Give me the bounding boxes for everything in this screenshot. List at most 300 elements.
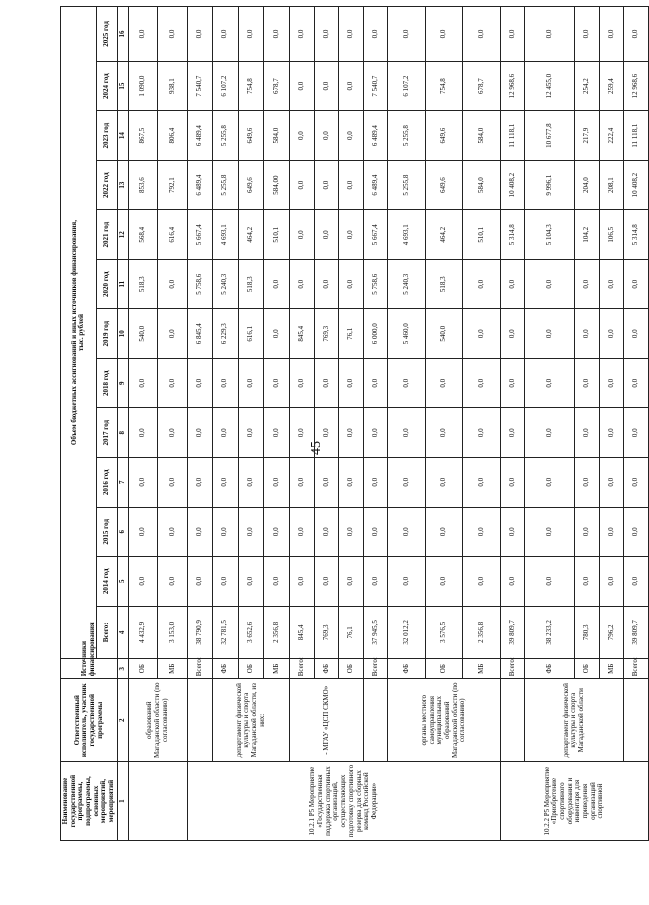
- year-header: 2014 год: [96, 557, 117, 607]
- year-value-cell: 0,0: [525, 557, 575, 607]
- header-row-1: [61, 7, 97, 841]
- table-row: [212, 7, 238, 841]
- index-cell: 7: [117, 458, 128, 508]
- year-value-cell: 0,0: [212, 358, 238, 408]
- year-value-cell: 0,0: [363, 7, 388, 62]
- year-value-cell: 0,0: [339, 7, 364, 62]
- year-value-cell: 0,0: [314, 160, 339, 210]
- year-value-cell: 649,6: [425, 160, 463, 210]
- year-value-cell: 464,2: [238, 210, 264, 260]
- year-value-cell: 0,0: [158, 309, 188, 359]
- index-cell: 9: [117, 358, 128, 408]
- year-value-cell: 6 000,0: [363, 309, 388, 359]
- year-value-cell: 0,0: [212, 507, 238, 557]
- year-value-cell: 10 408,2: [624, 160, 649, 210]
- table-row: [188, 7, 213, 841]
- year-value-cell: 10 677,8: [525, 111, 575, 161]
- year-value-cell: 0,0: [425, 507, 463, 557]
- year-value-cell: 10 408,2: [500, 160, 525, 210]
- total-header: Всего:: [96, 606, 117, 659]
- executor-cell: [500, 679, 525, 762]
- total-value-cell: 796,2: [599, 606, 624, 659]
- year-value-cell: 867,5: [128, 111, 158, 161]
- table-row: [290, 7, 315, 841]
- year-value-cell: 0,0: [314, 507, 339, 557]
- year-value-cell: 0,0: [314, 111, 339, 161]
- year-value-cell: 0,0: [314, 61, 339, 111]
- source-cell: МБ: [599, 659, 624, 679]
- year-value-cell: 0,0: [314, 259, 339, 309]
- year-value-cell: 0,0: [290, 259, 315, 309]
- fund-unit: тыс. рублей: [77, 313, 86, 352]
- year-value-cell: 0,0: [339, 160, 364, 210]
- total-value-cell: 4 432,9: [128, 606, 158, 659]
- year-value-cell: 0,0: [575, 7, 600, 62]
- year-value-cell: 0,0: [290, 358, 315, 408]
- year-value-cell: 0,0: [212, 7, 238, 62]
- year-value-cell: 5 758,6: [188, 259, 213, 309]
- year-value-cell: 0,0: [314, 358, 339, 408]
- year-value-cell: 208,1: [599, 160, 624, 210]
- year-value-cell: 0,0: [575, 557, 600, 607]
- source-cell: ОБ: [339, 659, 364, 679]
- year-value-cell: 0,0: [500, 259, 525, 309]
- year-value-cell: 6 489,4: [188, 160, 213, 210]
- year-value-cell: 584,0: [463, 160, 501, 210]
- year-value-cell: 792,1: [158, 160, 188, 210]
- source-cell: МБ: [158, 659, 188, 679]
- year-value-cell: 806,4: [158, 111, 188, 161]
- col-src-header: Источники финансирования: [61, 659, 118, 679]
- year-value-cell: 5 667,4: [188, 210, 213, 260]
- year-value-cell: 222,4: [599, 111, 624, 161]
- year-value-cell: 7 540,7: [363, 61, 388, 111]
- year-value-cell: 938,1: [158, 61, 188, 111]
- index-cell: 8: [117, 408, 128, 458]
- year-value-cell: 0,0: [188, 458, 213, 508]
- year-value-cell: 754,8: [238, 61, 264, 111]
- year-value-cell: 0,0: [188, 408, 213, 458]
- year-value-cell: 649,6: [238, 111, 264, 161]
- year-value-cell: 0,0: [500, 458, 525, 508]
- year-value-cell: 5 758,6: [363, 259, 388, 309]
- year-value-cell: 0,0: [525, 458, 575, 508]
- year-value-cell: 5 314,8: [624, 210, 649, 260]
- year-value-cell: 568,4: [128, 210, 158, 260]
- year-value-cell: 204,0: [575, 160, 600, 210]
- year-value-cell: 0,0: [363, 408, 388, 458]
- year-value-cell: 6 489,4: [363, 160, 388, 210]
- executor-cell: департамент физической культуры и спорта Магаданской области: [525, 679, 624, 762]
- year-header: 2017 год: [96, 408, 117, 458]
- year-value-cell: 12 968,6: [624, 61, 649, 111]
- source-cell: ФБ: [212, 659, 238, 679]
- year-value-cell: 616,4: [158, 210, 188, 260]
- table-body: [128, 7, 648, 841]
- year-header: 2016 год: [96, 458, 117, 508]
- year-value-cell: 0,0: [624, 458, 649, 508]
- executor-cell: [188, 679, 213, 762]
- year-value-cell: 0,0: [624, 507, 649, 557]
- year-value-cell: 6 229,3: [212, 309, 238, 359]
- year-value-cell: 0,0: [624, 408, 649, 458]
- year-value-cell: 0,0: [599, 309, 624, 359]
- measure-name-cell: 10.2.2 Р5 Мероприятие «Приобретение спортивного оборудования и инвентаря для приведения организаций спортивной: [500, 762, 648, 841]
- year-header: 2023 год: [96, 111, 117, 161]
- year-value-cell: 0,0: [599, 507, 624, 557]
- year-value-cell: 0,0: [624, 309, 649, 359]
- year-value-cell: 518,3: [238, 259, 264, 309]
- year-value-cell: 0,0: [525, 358, 575, 408]
- executor-cell: департамент физической культуры и спорта Магаданской области, из них:: [212, 679, 289, 762]
- source-cell: ОБ: [238, 659, 264, 679]
- index-cell: 2: [117, 679, 128, 762]
- source-cell: Всего:: [500, 659, 525, 679]
- year-value-cell: 769,3: [314, 309, 339, 359]
- year-value-cell: 0,0: [290, 557, 315, 607]
- year-value-cell: 0,0: [425, 557, 463, 607]
- year-value-cell: 584,00: [264, 160, 290, 210]
- year-value-cell: 616,1: [238, 309, 264, 359]
- year-value-cell: 76,1: [339, 309, 364, 359]
- total-value-cell: 38 233,2: [525, 606, 575, 659]
- source-cell: ФБ: [314, 659, 339, 679]
- year-value-cell: 0,0: [264, 259, 290, 309]
- year-value-cell: 510,1: [264, 210, 290, 260]
- index-cell: 16: [117, 7, 128, 62]
- index-cell: 3: [117, 659, 128, 679]
- total-value-cell: 38 790,9: [188, 606, 213, 659]
- year-value-cell: 0,0: [314, 458, 339, 508]
- year-value-cell: 0,0: [463, 7, 501, 62]
- executor-cell: образований Магаданской области (по согласованию): [128, 679, 188, 762]
- total-value-cell: 3 153,0: [158, 606, 188, 659]
- source-cell: Всего:: [363, 659, 388, 679]
- year-value-cell: 0,0: [290, 458, 315, 508]
- total-value-cell: 3 652,6: [238, 606, 264, 659]
- year-value-cell: 5 255,8: [212, 111, 238, 161]
- funding-table: [60, 6, 649, 841]
- year-value-cell: 0,0: [339, 210, 364, 260]
- year-value-cell: 0,0: [158, 557, 188, 607]
- year-value-cell: 0,0: [158, 259, 188, 309]
- year-value-cell: 0,0: [264, 507, 290, 557]
- year-header: 2022 год: [96, 160, 117, 210]
- year-value-cell: 0,0: [500, 507, 525, 557]
- year-value-cell: 0,0: [425, 458, 463, 508]
- year-value-cell: 0,0: [264, 408, 290, 458]
- year-value-cell: 518,3: [425, 259, 463, 309]
- year-value-cell: 584,0: [463, 111, 501, 161]
- total-value-cell: 37 945,5: [363, 606, 388, 659]
- source-cell: Всего:: [290, 659, 315, 679]
- year-value-cell: 0,0: [525, 507, 575, 557]
- col-fund-header: [61, 7, 97, 659]
- year-header: 2021 год: [96, 210, 117, 260]
- source-cell: МБ: [463, 659, 501, 679]
- year-header: 2019 год: [96, 309, 117, 359]
- source-cell: ОБ: [425, 659, 463, 679]
- year-value-cell: 0,0: [188, 7, 213, 62]
- year-value-cell: 540,0: [128, 309, 158, 359]
- year-value-cell: 464,2: [425, 210, 463, 260]
- year-value-cell: 0,0: [238, 557, 264, 607]
- year-value-cell: 0,0: [158, 7, 188, 62]
- year-value-cell: 11 118,1: [624, 111, 649, 161]
- year-value-cell: 0,0: [463, 557, 501, 607]
- year-value-cell: 0,0: [388, 507, 426, 557]
- fund-title: Объем бюджетных ассигнований и иных источников финансирования,: [69, 220, 78, 446]
- year-value-cell: 7 540,7: [188, 61, 213, 111]
- table-row: [363, 7, 388, 841]
- source-cell: ФБ: [388, 659, 426, 679]
- year-value-cell: 0,0: [463, 408, 501, 458]
- year-value-cell: 0,0: [314, 408, 339, 458]
- year-value-cell: 0,0: [212, 557, 238, 607]
- year-value-cell: 0,0: [575, 259, 600, 309]
- index-cell: 1: [117, 762, 128, 841]
- year-value-cell: 0,0: [339, 259, 364, 309]
- year-value-cell: 0,0: [624, 259, 649, 309]
- year-value-cell: 0,0: [463, 358, 501, 408]
- year-value-cell: 0,0: [128, 7, 158, 62]
- index-cell: 5: [117, 557, 128, 607]
- page-number: 45: [309, 441, 324, 455]
- year-value-cell: 0,0: [363, 557, 388, 607]
- year-value-cell: 0,0: [575, 458, 600, 508]
- total-value-cell: 76,1: [339, 606, 364, 659]
- year-value-cell: 0,0: [500, 408, 525, 458]
- year-value-cell: 1 090,0: [128, 61, 158, 111]
- total-value-cell: 845,4: [290, 606, 315, 659]
- year-value-cell: 510,1: [463, 210, 501, 260]
- year-value-cell: 0,0: [624, 7, 649, 62]
- year-value-cell: 0,0: [575, 408, 600, 458]
- year-value-cell: 0,0: [264, 557, 290, 607]
- year-value-cell: 518,3: [128, 259, 158, 309]
- year-value-cell: 0,0: [425, 408, 463, 458]
- source-cell: ОБ: [128, 659, 158, 679]
- year-value-cell: 0,0: [500, 358, 525, 408]
- year-value-cell: 0,0: [388, 7, 426, 62]
- year-value-cell: 0,0: [290, 507, 315, 557]
- table-row: [388, 7, 426, 841]
- year-value-cell: 5 255,8: [388, 160, 426, 210]
- year-value-cell: 104,2: [575, 210, 600, 260]
- source-cell: ОБ: [575, 659, 600, 679]
- year-value-cell: 0,0: [388, 458, 426, 508]
- year-header: 2018 год: [96, 358, 117, 408]
- col-name-header: Наименование государственной программы, подпрограммы, основных мероприятий, мероприятий: [61, 762, 118, 841]
- year-value-cell: 0,0: [388, 557, 426, 607]
- year-value-cell: 0,0: [264, 309, 290, 359]
- year-value-cell: 0,0: [158, 458, 188, 508]
- year-value-cell: 0,0: [264, 358, 290, 408]
- year-header: 2020 год: [96, 259, 117, 309]
- year-value-cell: 0,0: [290, 61, 315, 111]
- year-value-cell: 5 104,3: [525, 210, 575, 260]
- index-cell: 6: [117, 507, 128, 557]
- year-value-cell: 678,7: [463, 61, 501, 111]
- year-value-cell: 0,0: [264, 458, 290, 508]
- year-value-cell: 0,0: [238, 7, 264, 62]
- year-value-cell: 0,0: [128, 458, 158, 508]
- year-value-cell: 254,2: [575, 61, 600, 111]
- year-header: 2024 год: [96, 61, 117, 111]
- year-value-cell: 6 107,2: [388, 61, 426, 111]
- year-value-cell: 0,0: [388, 358, 426, 408]
- source-cell: Всего:: [624, 659, 649, 679]
- year-value-cell: 0,0: [463, 309, 501, 359]
- year-value-cell: 0,0: [500, 557, 525, 607]
- index-cell: 14: [117, 111, 128, 161]
- year-value-cell: 0,0: [425, 358, 463, 408]
- source-cell: Всего:: [188, 659, 213, 679]
- year-value-cell: 0,0: [500, 7, 525, 62]
- year-value-cell: 0,0: [158, 408, 188, 458]
- year-value-cell: 9 996,1: [525, 160, 575, 210]
- year-value-cell: 0,0: [290, 7, 315, 62]
- year-value-cell: 5 240,3: [212, 259, 238, 309]
- executor-cell: - МГАУ «ЦСП СКМО»: [290, 679, 364, 762]
- measure-name-cell: 10.2.1 Р5 Мероприятие «Государственная поддержка спортивных организаций, осуществляющих подготовку спортивного резерва для сборных команд Российской Федерации»: [188, 762, 501, 841]
- total-value-cell: 39 809,7: [500, 606, 525, 659]
- index-cell: 12: [117, 210, 128, 260]
- year-value-cell: 0,0: [339, 358, 364, 408]
- year-value-cell: 0,0: [290, 160, 315, 210]
- year-value-cell: 0,0: [624, 557, 649, 607]
- table-row: [500, 7, 525, 841]
- year-header: 2025 год: [96, 7, 117, 62]
- measure-name-cell: [128, 762, 188, 841]
- year-value-cell: 0,0: [599, 358, 624, 408]
- year-value-cell: 845,4: [290, 309, 315, 359]
- year-value-cell: 0,0: [599, 557, 624, 607]
- year-value-cell: 6 489,4: [363, 111, 388, 161]
- year-value-cell: 0,0: [599, 259, 624, 309]
- year-value-cell: 584,0: [264, 111, 290, 161]
- year-header: 2015 год: [96, 507, 117, 557]
- year-value-cell: 649,6: [425, 111, 463, 161]
- index-cell: 4: [117, 606, 128, 659]
- year-value-cell: 5 255,8: [388, 111, 426, 161]
- index-cell: 10: [117, 309, 128, 359]
- year-value-cell: 0,0: [339, 408, 364, 458]
- year-value-cell: 0,0: [575, 507, 600, 557]
- year-value-cell: 0,0: [128, 358, 158, 408]
- year-value-cell: 0,0: [238, 458, 264, 508]
- year-value-cell: 0,0: [314, 210, 339, 260]
- year-value-cell: 0,0: [599, 408, 624, 458]
- year-value-cell: 5 240,3: [388, 259, 426, 309]
- year-value-cell: 0,0: [599, 458, 624, 508]
- year-value-cell: 0,0: [339, 557, 364, 607]
- year-value-cell: 0,0: [525, 7, 575, 62]
- year-value-cell: 0,0: [238, 507, 264, 557]
- table-row: [128, 7, 158, 841]
- total-value-cell: 3 576,5: [425, 606, 463, 659]
- year-value-cell: 0,0: [128, 507, 158, 557]
- year-value-cell: 0,0: [238, 358, 264, 408]
- year-value-cell: 6 845,4: [188, 309, 213, 359]
- rotated-table-wrapper: [60, 6, 640, 841]
- index-cell: 11: [117, 259, 128, 309]
- year-value-cell: 0,0: [575, 358, 600, 408]
- col-exec-header: Ответственный исполнитель, участник государственной программы: [61, 679, 118, 762]
- year-value-cell: 0,0: [363, 358, 388, 408]
- year-value-cell: 0,0: [339, 507, 364, 557]
- year-value-cell: 12 968,6: [500, 61, 525, 111]
- year-value-cell: 12 455,0: [525, 61, 575, 111]
- executor-cell: [363, 679, 388, 762]
- year-value-cell: 0,0: [463, 458, 501, 508]
- year-value-cell: 0,0: [290, 408, 315, 458]
- year-value-cell: 0,0: [314, 557, 339, 607]
- total-value-cell: 39 809,7: [624, 606, 649, 659]
- year-value-cell: 5 255,8: [212, 160, 238, 210]
- year-value-cell: 106,5: [599, 210, 624, 260]
- year-value-cell: 678,7: [264, 61, 290, 111]
- year-value-cell: 0,0: [238, 408, 264, 458]
- year-value-cell: 0,0: [500, 309, 525, 359]
- year-value-cell: 0,0: [525, 259, 575, 309]
- year-value-cell: 0,0: [314, 7, 339, 62]
- year-value-cell: 259,4: [599, 61, 624, 111]
- year-value-cell: 0,0: [290, 210, 315, 260]
- executor-cell: [624, 679, 649, 762]
- total-value-cell: 2 356,8: [264, 606, 290, 659]
- total-value-cell: 780,3: [575, 606, 600, 659]
- year-value-cell: 0,0: [525, 408, 575, 458]
- year-value-cell: 0,0: [425, 7, 463, 62]
- year-value-cell: 0,0: [339, 61, 364, 111]
- year-value-cell: 5 314,8: [500, 210, 525, 260]
- year-value-cell: 0,0: [188, 507, 213, 557]
- year-value-cell: 0,0: [339, 111, 364, 161]
- total-value-cell: 32 012,2: [388, 606, 426, 659]
- year-value-cell: 0,0: [158, 358, 188, 408]
- year-value-cell: 4 693,1: [212, 210, 238, 260]
- year-value-cell: 0,0: [128, 557, 158, 607]
- year-value-cell: 0,0: [363, 458, 388, 508]
- source-cell: ФБ: [525, 659, 575, 679]
- year-value-cell: 11 118,1: [500, 111, 525, 161]
- index-cell: 15: [117, 61, 128, 111]
- total-value-cell: 2 356,8: [463, 606, 501, 659]
- index-row: [117, 7, 128, 841]
- year-value-cell: 6 107,2: [212, 61, 238, 111]
- total-value-cell: 32 781,5: [212, 606, 238, 659]
- year-value-cell: 0,0: [463, 507, 501, 557]
- year-value-cell: 0,0: [188, 358, 213, 408]
- year-value-cell: 4 693,1: [388, 210, 426, 260]
- year-value-cell: 5 460,0: [388, 309, 426, 359]
- year-value-cell: 5 667,4: [363, 210, 388, 260]
- year-value-cell: 0,0: [599, 7, 624, 62]
- year-value-cell: 0,0: [290, 111, 315, 161]
- year-value-cell: 0,0: [212, 408, 238, 458]
- year-value-cell: 540,0: [425, 309, 463, 359]
- index-cell: 13: [117, 160, 128, 210]
- source-cell: МБ: [264, 659, 290, 679]
- year-value-cell: 853,6: [128, 160, 158, 210]
- table-row: [624, 7, 649, 841]
- year-value-cell: 0,0: [463, 259, 501, 309]
- year-value-cell: 0,0: [624, 358, 649, 408]
- year-value-cell: 649,6: [238, 160, 264, 210]
- year-value-cell: 0,0: [212, 458, 238, 508]
- table-row: [525, 7, 575, 841]
